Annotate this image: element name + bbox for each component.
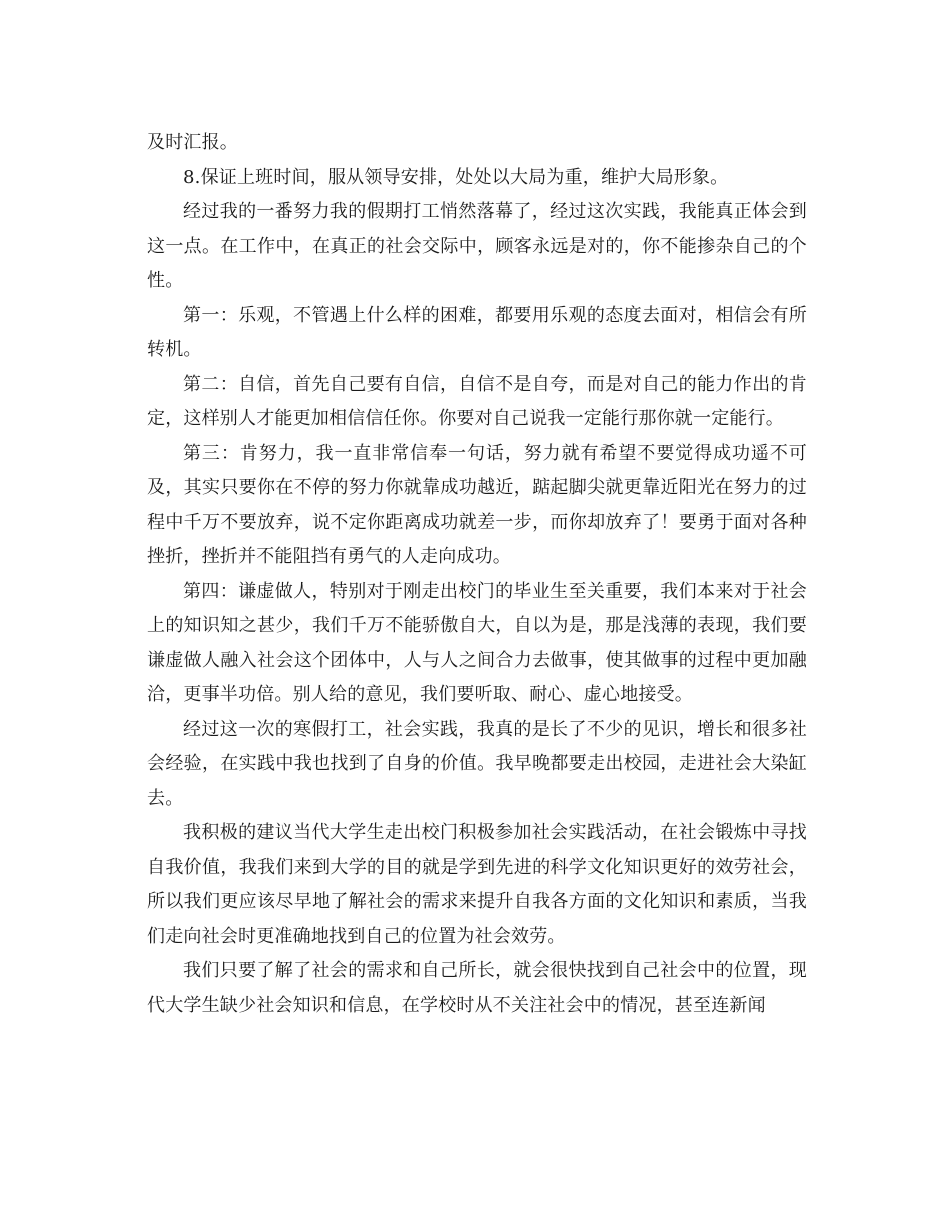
paragraph-6: 第三：肯努力，我一直非常信奉一句话，努力就有希望不要觉得成功遥不可及，其实只要你在不停的努力你就靠成功越近，踮起脚尖就更靠近阳光在努力的过程中千万不要放弃，说不定你距离成功就差一步，而你却放弃了！要勇于面对各种挫折，挫折并不能阻挡有勇气的人走向成功。 <box>147 442 807 567</box>
document-body <box>147 126 807 1023</box>
paragraph-10: 我们只要了解了社会的需求和自己所长，就会很快找到自己社会中的位置，现代大学生缺少社会知识和信息，在学校时从不关注社会中的情况，甚至连新闻 <box>147 960 807 1016</box>
paragraph-4: 第一：乐观，不管遇上什么样的困难，都要用乐观的态度去面对，相信会有所转机。 <box>147 304 807 360</box>
paragraph-2: 8.保证上班时间，服从领导安排，处处以大局为重，维护大局形象。 <box>183 166 729 188</box>
paragraph-9: 我积极的建议当代大学生走出校门积极参加社会实践活动，在社会锻炼中寻找自我价值，我我们来到大学的目的就是学到先进的科学文化知识更好的效劳社会，所以我们更应该尽早地了解社会的需求来提升自我各方面的文化知识和素质，当我们走向社会时更准确地找到自己的位置为社会效劳。 <box>147 822 807 947</box>
paragraph-1: 及时汇报。 <box>147 132 238 153</box>
paragraph-5: 第二：自信，首先自己要有自信，自信不是自夸，而是对自己的能力作出的肯定，这样别人才能更加相信信任你。你要对自己说我一定能行那你就一定能行。 <box>147 373 807 429</box>
paragraph-8: 经过这一次的寒假打工，社会实践，我真的是长了不少的见识，增长和很多社会经验，在实践中我也找到了自身的价值。我早晚都要走出校园，走进社会大染缸去。 <box>147 718 807 809</box>
paragraph-3: 经过我的一番努力我的假期打工悄然落幕了，经过这次实践，我能真正体会到这一点。在工作中，在真正的社会交际中，顾客永远是对的，你不能掺杂自己的个性。 <box>147 201 807 291</box>
paragraph-7: 第四：谦虚做人，特别对于刚走出校门的毕业生至关重要，我们本来对于社会上的知识知之甚少，我们千万不能骄傲自大，自以为是，那是浅薄的表现，我们要谦虚做人融入社会这个团体中，人与人之间合力去做事，使其做事的过程中更加融洽，更事半功倍。别人给的意见，我们要听取、耐心、虚心地接受。 <box>147 580 807 705</box>
